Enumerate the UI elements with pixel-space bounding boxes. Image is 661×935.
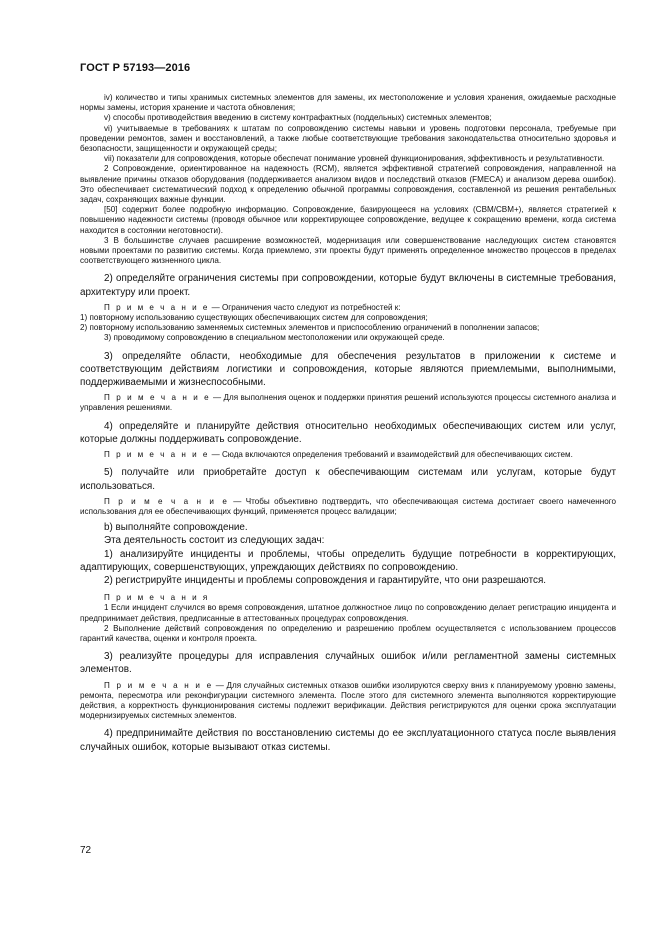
note-decision-analysis [80,393,616,413]
notes-item-2: 2 Выполнение действий сопровождения по определению и разрешению проблем осуществляется с использованием процессов гарантий качества, оценки и контроля проекта. [80,623,616,643]
note-random-failures [80,681,616,722]
note-label: П р и м е ч а н и е [104,496,229,506]
page-body [80,93,616,754]
paragraph-list-vi: vi) учитываемые в требованиях к штатам по сопровождению системы навыки и уровень подготовки персонала, требуемые при проведении ремонтов, замен и восстановлений, а также любые соответствующие требования законодательства относительно здоровья и безопасности, защищенности и окружающей среды; [80,123,616,154]
note-constraints-item-2: 2) повторному использованию заменяемых системных элементов и приспособлению ограничений в пополнении запасов; [80,323,540,333]
task-3-procedures: 3) реализуйте процедуры для исправления случайных ошибок и/или регламентной замены системных элементов. [80,651,616,676]
item-3-areas: 3) определяйте области, необходимые для обеспечения результатов в приложении к системе и соответствующим действиям логистики и сопровождения, которые являются приемлемыми, выполнимыми, поддерживаемыми и жизнеспособными. [80,350,616,389]
paragraph-legacy-systems: 3 В большинстве случаев расширение возможностей, модернизация или совершенствование наследующих систем становятся новыми проектами по развитию системы. Когда приемлемо, эти проекты будут применять определенное множество процессов в пределах соответствующего жизненного цикла. [80,235,616,266]
activity-intro: Эта деятельность состоит из следующих задач: [104,535,325,547]
item-2-constraints: 2) определяйте ограничения системы при сопровождении, которые будут включены в системные требования, архитектуру или проект. [80,273,616,298]
note-constraints-item-3: 3) проводимому сопровождению в специальном местоположении или окружающей среде. [104,333,445,343]
paragraph-list-v: v) способы противодействия введению в систему контрафактных (поддельных) системных элементов; [104,113,492,123]
item-5-access: 5) получайте или приобретайте доступ к обеспечивающим системам или услугам, которые будут использоваться. [80,467,616,492]
paragraph-cbm: [50] содержит более подробную информацию. Сопровождение, базирующееся на условиях (CBM/CBM+), является стратегией к повышению надежности системы (проводя обычное или корректирующее сопровождение, ведущее к сокращению времени, когда система находится в состоянии неготовности). [80,205,616,235]
note-text: — Для выполнения оценок и поддержки принятия решений используются процессы системного анализа и управления решениями. [80,393,616,413]
note-label: П р и м е ч а н и е [104,680,214,690]
note-label: П р и м е ч а н и е [104,450,210,460]
task-2-register: 2) регистрируйте инциденты и проблемы сопровождения и гарантируйте, что они разрешаются. [104,574,547,586]
note-text: — Для случайных системных отказов ошибки изолируются сверху вниз к планируемому уровню замены, ремонта, пересмотра или реконфигурации системного элемента. После этого для системного элемента выполняются корректирующие действия, а корректность функционирования системы подлежит верификации. Действия регистрируются для оценки срока эксплуатации модернизируемых системных элементов. [80,680,617,721]
note-text: — Ограничения часто следуют из потребностей к: [209,302,401,312]
note-text: — Чтобы объективно подтвердить, что обеспечивающая система достигает своего намеченного использования для ее обеспечивающих функций, применяется процесс валидации; [80,496,616,516]
note-validation [80,497,616,517]
task-1-analyze: 1) анализируйте инциденты и проблемы, чтобы определить будущие потребности в корректирующих, адаптирующих, совершенствующих, упреждающих действиях по сопровождению. [80,548,616,573]
notes-heading: П р и м е ч а н и я [104,593,210,603]
note-requirements [80,450,616,460]
item-4-enabling-systems: 4) определяйте и планируйте действия относительно необходимых обеспечивающих систем или услуг, которые должны поддерживать сопровождение. [80,420,616,445]
standard-header: ГОСТ Р 57193—2016 [80,62,191,74]
note-label: П р и м е ч а н и е [104,302,210,312]
note-label: П р и м е ч а н и е [104,393,211,403]
notes-item-1: 1 Если инцидент случился во время сопровождения, штатное должностное лицо по сопровождению делает регистрацию инцидента и предпринимает действия, предписанные в аттестованных процедурах сопровождения. [80,603,616,623]
note-text: — Сюда включаются определения требований и взаимодействий для обеспечивающих систем. [209,450,573,460]
page-number: 72 [80,845,92,856]
paragraph-list-iv: iv) количество и типы хранимых системных элементов для замены, их местоположение и условия хранения, ожидаемые расходные нормы замены, история хранение и частота обновления; [80,93,616,113]
note-constraints-item-1: 1) повторному использованию существующих обеспечивающих систем для сопровождения; [80,313,428,323]
paragraph-list-vii: vii) показатели для сопровождения, которые обеспечат понимание уровней функционирования, эффективность и результативности. [104,154,605,164]
item-b-perform-maintenance: b) выполняйте сопровождение. [104,522,248,534]
task-4-restore: 4) предпринимайте действия по восстановлению системы до ее эксплуатационного статуса после выявления случайных ошибок, которые вызывают отказ системы. [80,728,616,753]
paragraph-rcm: 2 Сопровождение, ориентированное на надежность (RCM), является эффективной стратегией сопровождения, направленной на выявление причины отказов оборудования (поддерживается анализом видов и последствий отказов (FMECA) и анализом дерева ошибок). Это обеспечивает систематический подход к определению обычной программы сопровождения, составленной из решения рентабельных задач, сохраняющих важные функции. [80,164,616,205]
note-constraints [80,303,616,313]
